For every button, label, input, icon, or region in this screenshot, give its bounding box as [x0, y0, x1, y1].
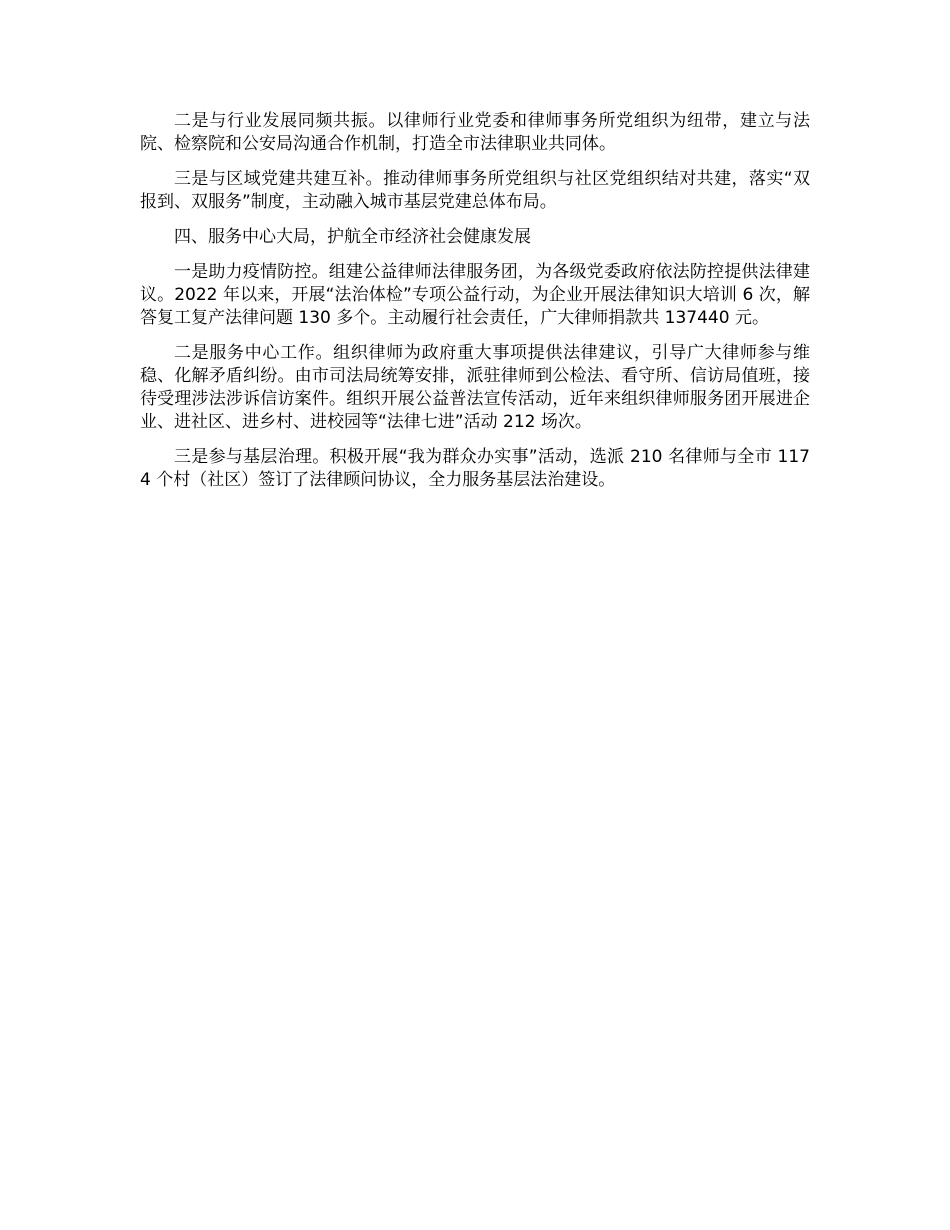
paragraph-regional-party-building: 三是与区域党建共建互补。推动律师事务所党组织与社区党组织结对共建，落实“双报到、双服务”制度，主动融入城市基层党建总体布局。 [140, 169, 810, 212]
document-page [140, 110, 810, 504]
paragraph-industry-resonance: 二是与行业发展同频共振。以律师行业党委和律师事务所党组织为纽带，建立与法院、检察院和公安局沟通合作机制，打造全市法律职业共同体。 [140, 111, 810, 154]
paragraph-central-work: 二是服务中心工作。组织律师为政府重大事项提供法律建议，引导广大律师参与维稳、化解矛盾纠纷。由市司法局统筹安排，派驻律师到公检法、看守所、信访局值班，接待受理涉法涉诉信访案件。组织开展公益普法宣传活动，近年来组织律师服务团开展进企业、进社区、进乡村、进校园等“法律七进”活动 212 场次。 [140, 343, 810, 432]
section-heading-serve-center: 四、服务中心大局，护航全市经济社会健康发展 [174, 227, 531, 247]
paragraph-grassroots-governance: 三是参与基层治理。积极开展“我为群众办实事”活动，选派 210 名律师与全市 1174 个村（社区）签订了法律顾问协议，全力服务基层法治建设。 [140, 447, 810, 490]
paragraph-epidemic-prevention: 一是助力疫情防控。组建公益律师法律服务团，为各级党委政府依法防控提供法律建议。2022 年以来，开展“法治体检”专项公益行动，为企业开展法律知识大培训 6 次，解答复工复产法律问题 130 多个。主动履行社会责任，广大律师捐款共 137440 元。 [140, 262, 810, 328]
